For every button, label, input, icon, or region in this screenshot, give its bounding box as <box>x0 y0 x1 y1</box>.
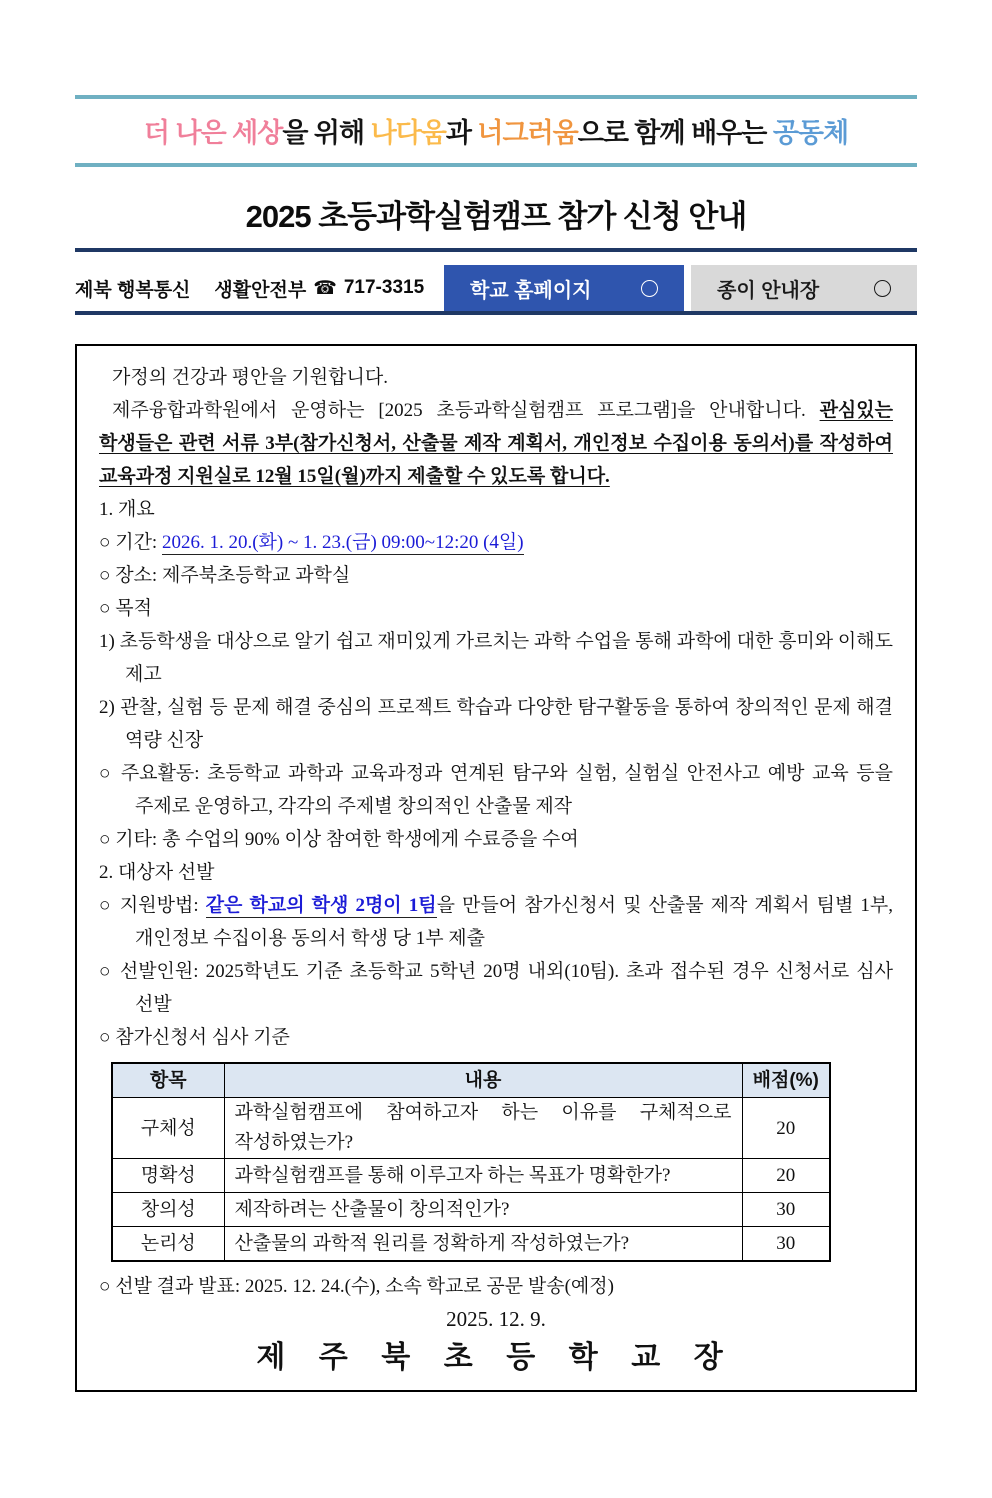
table-row <box>112 1227 830 1262</box>
contact-phone: 717-3315 <box>343 277 425 298</box>
cell-score: 20 <box>742 1159 830 1193</box>
place-item: ○ 장소: 제주북초등학교 과학실 <box>99 565 351 586</box>
table-row <box>112 1159 830 1193</box>
cell-item: 구체성 <box>112 1098 224 1159</box>
greeting-line: 가정의 건강과 평안을 기원합니다. <box>112 367 388 388</box>
page-title: 2025 초등과학실험캠프 참가 신청 안내 <box>245 199 747 234</box>
intro-normal-text: 제주융합과학원에서 운영하는 [2025 초등과학실험캠프 프로그램]을 안내합니다. <box>112 400 820 421</box>
purpose-item-1: 1) 초등학생을 대상으로 알기 쉽고 재미있게 가르치는 과학 수업을 통해 과학에 대한 흥미와 이해도 제고 <box>99 631 893 685</box>
method-label: ○ 지원방법: <box>99 895 206 916</box>
cell-score: 30 <box>742 1227 830 1262</box>
period-item <box>99 526 893 559</box>
slogan-banner <box>75 95 917 167</box>
contact-bar <box>75 265 917 315</box>
cell-item: 명확성 <box>112 1159 224 1193</box>
contact-info <box>75 265 444 311</box>
period-value-link[interactable]: 2026. 1. 20.(화) ~ 1. 23.(금) 09:00~12:20 (4일) <box>161 532 524 553</box>
activities-item: ○ 주요활동: 초등학교 과학과 교육과정과 연계된 탐구와 실험, 실험실 안전사고 예방 교육 등을 주제로 운영하고, 각각의 주제별 창의적인 산출물 제작 <box>99 763 893 817</box>
notice-body <box>75 344 917 1392</box>
table-header-row <box>112 1063 830 1098</box>
cell-content: 산출물의 과학적 원리를 정확하게 작성하였는가? <box>224 1227 742 1262</box>
cell-content: 제작하려는 산출물이 창의적인가? <box>224 1193 742 1227</box>
paper-label: 종이 안내장 <box>717 279 820 302</box>
header-content: 내용 <box>224 1063 742 1098</box>
cell-content: 과학실험캠프를 통해 이루고자 하는 목표가 명확한가? <box>224 1159 742 1193</box>
slogan-text <box>75 99 917 163</box>
header-score: 배점(%) <box>742 1063 830 1098</box>
contact-dept: 생활안전부 <box>214 279 307 301</box>
criteria-table <box>111 1062 831 1262</box>
section2-heading: 2. 대상자 선발 <box>99 862 215 883</box>
method-item <box>99 889 893 955</box>
selection-item: ○ 선발인원: 2025학년도 기준 초등학교 5학년 20명 내외(10팀). 초과 접수된 경우 신청서로 심사 선발 <box>99 961 893 1015</box>
cell-item: 창의성 <box>112 1193 224 1227</box>
document-page <box>75 95 917 1392</box>
homepage-label: 학교 홈페이지 <box>470 279 592 302</box>
slogan-segment: 으로 함께 배우는 <box>577 118 773 148</box>
table-row <box>112 1193 830 1227</box>
section1-heading: 1. 개요 <box>99 499 155 520</box>
slogan-segment: 너그러움 <box>477 118 578 148</box>
slogan-segment: 나다움 <box>370 118 446 148</box>
cell-content: 과학실험캠프에 참여하고자 하는 이유를 구체적으로 작성하였는가? <box>224 1098 742 1159</box>
document-date: 2025. 12. 9. <box>446 1307 546 1331</box>
slogan-segment: 을 위해 <box>282 118 371 148</box>
method-emphasis-link[interactable]: 같은 학교의 학생 2명이 1팀 <box>205 895 437 916</box>
homepage-radio-circle-icon[interactable] <box>641 280 658 297</box>
phone-icon: ☎ <box>313 277 337 299</box>
result-item: ○ 선발 결과 발표: 2025. 12. 24.(수), 소속 학교로 공문 발송(예정) <box>99 1276 614 1297</box>
intro-emphasis-text: 관심있는 학생들은 관련 서류 3부(참가신청서, 산출물 제작 계획서, 개인정보 수집이용 동의서)를 작성하여 교육과정 지원실로 12월 15일(월)까지 제출할 수 있도록 합니다. <box>99 400 893 487</box>
period-label: ○ 기간: <box>99 532 162 553</box>
slogan-segment: 과 <box>445 118 478 148</box>
purpose-heading: ○ 목적 <box>99 598 152 619</box>
table-row <box>112 1098 830 1159</box>
slogan-segment: 공동체 <box>772 118 849 148</box>
criteria-heading: ○ 참가신청서 심사 기준 <box>99 1027 290 1048</box>
paper-radio-circle-icon[interactable] <box>874 280 891 297</box>
option-paper-notice <box>691 265 917 311</box>
cell-score: 20 <box>742 1098 830 1159</box>
slogan-segment: 더 나은 세상 <box>143 118 283 148</box>
header-item: 항목 <box>112 1063 224 1098</box>
purpose-item-2: 2) 관찰, 실험 등 문제 해결 중심의 프로젝트 학습과 다양한 탐구활동을 통하여 창의적인 문제 해결 역량 신장 <box>99 697 893 751</box>
cell-item: 논리성 <box>112 1227 224 1262</box>
option-school-homepage <box>444 265 684 311</box>
title-block <box>75 167 917 252</box>
method-rest: 을 만들어 참가신청서 및 산출물 제작 계획서 팀별 1부, 개인정보 수집이용 동의서 학생 당 1부 제출 <box>135 895 894 949</box>
etc-item: ○ 기타: 총 수업의 90% 이상 참여한 학생에게 수료증을 수여 <box>99 829 579 850</box>
cell-score: 30 <box>742 1193 830 1227</box>
contact-org: 제북 행복통신 <box>75 279 191 301</box>
principal-signature: 제 주 북 초 등 학 교 장 <box>256 1341 736 1374</box>
intro-paragraph <box>99 394 893 493</box>
